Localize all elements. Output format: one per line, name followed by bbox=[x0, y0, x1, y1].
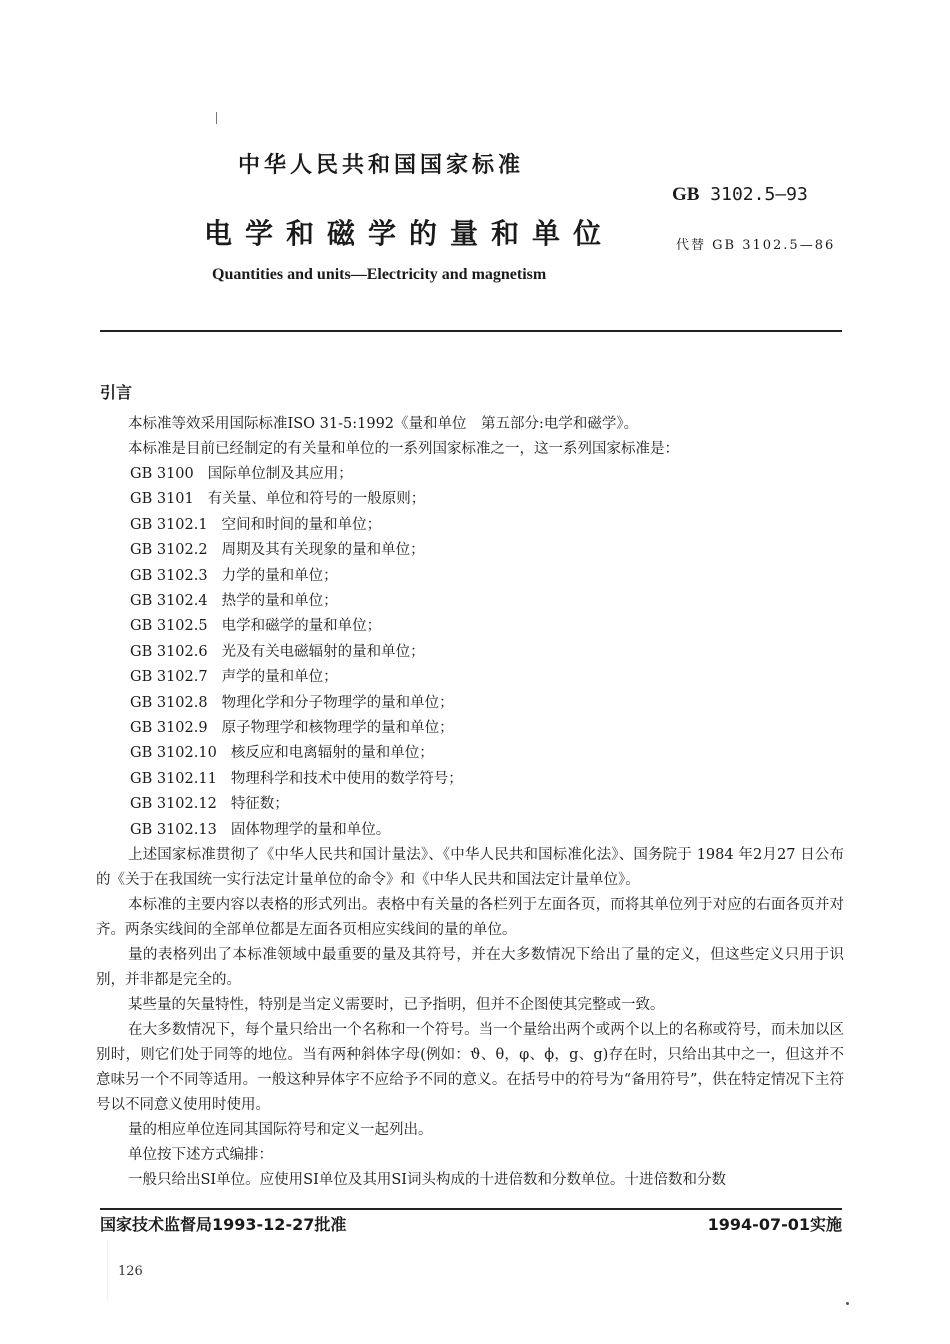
replaces-standard: 代替 GB 3102.5—86 bbox=[676, 238, 836, 253]
standards-list bbox=[96, 462, 844, 843]
standard-title: 声学的量和单位； bbox=[221, 669, 338, 686]
paragraph: 本标准等效采用国际标准ISO 31-5:1992《量和单位 第五部分:电学和磁学》。 bbox=[128, 416, 639, 432]
standard-code: GB 3102.12 bbox=[130, 796, 217, 813]
paragraph: 量的表格列出了本标准领域中最重要的量及其符号，并在大多数情况下给出了量的定义，但这些定义只用于识别，并非都是完全的。 bbox=[96, 947, 844, 989]
paragraph: 本标准是目前已经制定的有关量和单位的一系列国家标准之一，这一系列国家标准是： bbox=[128, 441, 679, 457]
paragraph: 本标准的主要内容以表格的形式列出。表格中有关量的各栏列于左面各页，而将其单位列于对应的右面各页并对齐。两条实线间的全部单位都是左面各页相应实线间的量的单位。 bbox=[96, 897, 844, 939]
standard-code: GB 3102.6 bbox=[130, 643, 208, 660]
standard-number bbox=[672, 184, 808, 206]
list-item bbox=[96, 818, 844, 843]
paragraph: 一般只给出SI单位。应使用SI单位及其用SI词头构成的十进倍数和分数单位。十进倍数和分数 bbox=[128, 1172, 726, 1189]
list-item bbox=[96, 767, 844, 792]
standard-code: GB 3102.13 bbox=[130, 821, 217, 838]
standard-title: 光及有关电磁辐射的量和单位； bbox=[221, 643, 425, 660]
standard-code: GB 3102.9 bbox=[130, 720, 208, 737]
scan-mark bbox=[216, 112, 217, 124]
standard-code: GB 3102.4 bbox=[130, 593, 208, 610]
header-rule bbox=[100, 330, 842, 332]
standard-title: 空间和时间的量和单位； bbox=[221, 516, 382, 533]
standard-title: 有关量、单位和符号的一般原则； bbox=[207, 491, 426, 508]
standard-code: GB 3102.1 bbox=[130, 516, 208, 533]
paragraph: 在大多数情况下，每个量只给出一个名称和一个符号。当一个量给出两个或两个以上的名称或符号，而未加以区别时，则它们处于同等的地位。当有两种斜体字母(例如：ϑ、θ，φ、ϕ，g、g)存在时，只给出其中之一，但这并不意味另一个不同等适用。一般这种异体字不应给予不同的意义。在括号中的符号为“备用符号”，供在特定情况下主符号以不同意义使用时使用。 bbox=[96, 1022, 844, 1114]
standard-code: GB 3102.10 bbox=[130, 745, 217, 762]
list-item bbox=[96, 589, 844, 614]
standard-code: GB 3101 bbox=[130, 491, 194, 508]
document-title: 电学和磁学的量和单位 bbox=[204, 217, 615, 250]
standard-title: 力学的量和单位； bbox=[221, 567, 338, 584]
standard-code: GB 3102.2 bbox=[130, 542, 208, 559]
english-title: Quantities and units—Electricity and magnetism bbox=[212, 266, 547, 283]
standard-title: 特征数； bbox=[230, 796, 289, 813]
section-heading: 引言 bbox=[100, 383, 133, 402]
list-item bbox=[96, 741, 844, 766]
list-item bbox=[96, 614, 844, 639]
national-standard-title: 中华人民共和国国家标准 bbox=[238, 153, 525, 178]
paragraph: 上述国家标准贯彻了《中华人民共和国计量法》、《中华人民共和国标准化法》、国务院于 1984 年2月27 日公布的《关于在我国统一实行法定计量单位的命令》和《中华人民共和国法定计量单位》。 bbox=[96, 847, 844, 889]
standard-title: 固体物理学的量和单位。 bbox=[230, 821, 391, 838]
list-item bbox=[96, 538, 844, 563]
list-item bbox=[96, 792, 844, 817]
standard-code: GB 3102.3 bbox=[130, 567, 208, 584]
standard-title: 核反应和电离辐射的量和单位； bbox=[230, 745, 434, 762]
list-item bbox=[96, 716, 844, 741]
list-item bbox=[96, 564, 844, 589]
intro-body bbox=[96, 412, 844, 1193]
paragraph: 单位按下述方式编排： bbox=[128, 1147, 273, 1164]
list-item bbox=[96, 691, 844, 716]
list-item bbox=[96, 487, 844, 512]
page-number: 126 bbox=[118, 1264, 143, 1279]
standard-title: 周期及其有关现象的量和单位； bbox=[221, 542, 425, 559]
standard-code: GB 3100 bbox=[130, 466, 194, 482]
standard-title: 国际单位制及其应用； bbox=[207, 466, 353, 482]
standard-code: GB 3102.5 bbox=[130, 618, 208, 635]
standard-title: 电学和磁学的量和单位； bbox=[221, 618, 382, 635]
list-item bbox=[96, 640, 844, 665]
footer-rule bbox=[100, 1208, 842, 1210]
paragraph: 量的相应单位连同其国际符号和定义一起列出。 bbox=[128, 1122, 433, 1139]
scan-artifact bbox=[107, 1240, 108, 1300]
standard-code: GB 3102.11 bbox=[130, 770, 217, 787]
standard-title: 物理科学和技术中使用的数学符号； bbox=[230, 770, 463, 787]
scan-speck bbox=[846, 1302, 849, 1305]
standard-code: 3102.5—93 bbox=[710, 184, 808, 205]
list-item bbox=[96, 462, 844, 487]
implementation-date: 1994-07-01实施 bbox=[707, 1215, 842, 1234]
standard-prefix: GB bbox=[672, 184, 700, 205]
standard-code: GB 3102.7 bbox=[130, 669, 208, 686]
paragraph: 某些量的矢量特性，特别是当定义需要时，已予指明，但并不企图使其完整或一致。 bbox=[128, 997, 665, 1014]
standard-title: 热学的量和单位； bbox=[221, 593, 338, 610]
standard-title: 原子物理学和核物理学的量和单位； bbox=[221, 720, 454, 737]
issued-by: 国家技术监督局1993-12-27批准 bbox=[100, 1215, 347, 1234]
list-item bbox=[96, 513, 844, 538]
standard-title: 物理化学和分子物理学的量和单位； bbox=[221, 694, 454, 711]
standard-code: GB 3102.8 bbox=[130, 694, 208, 711]
list-item bbox=[96, 665, 844, 690]
